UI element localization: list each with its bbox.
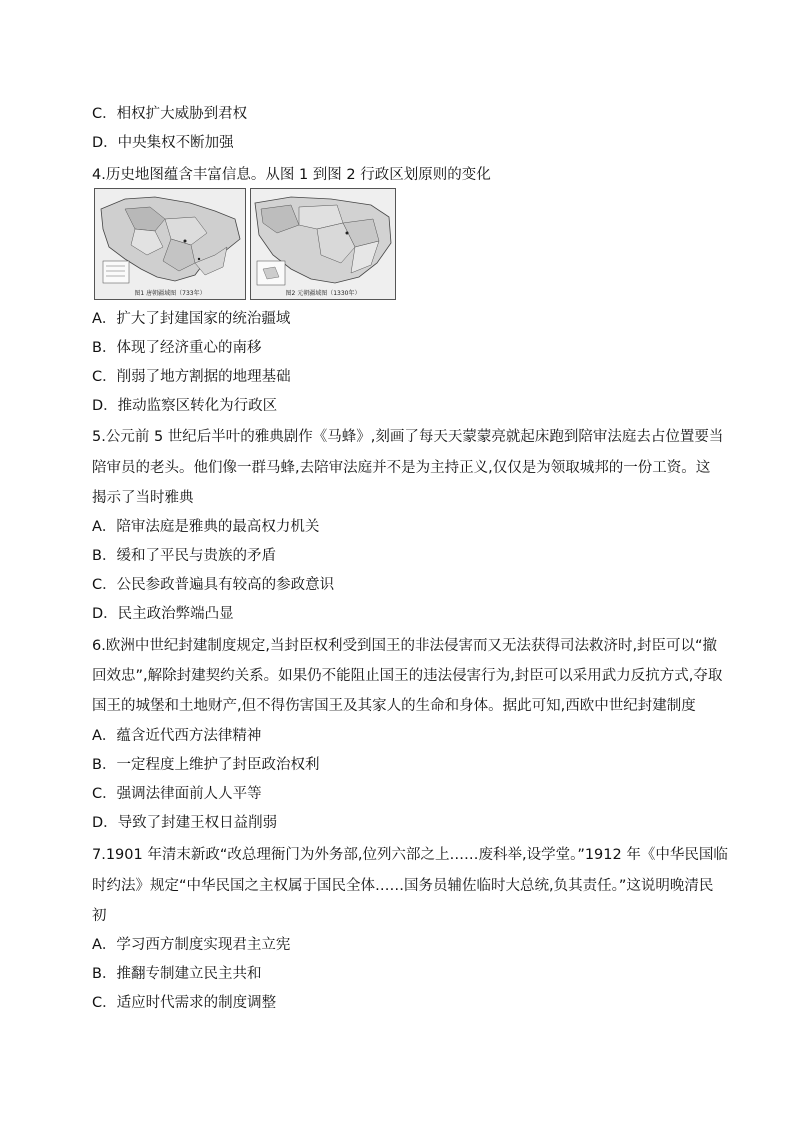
q4-maps bbox=[94, 188, 394, 298]
map-figure-2 bbox=[250, 188, 396, 300]
q7-stem-line-3: 初 bbox=[92, 908, 107, 924]
q6-stem-line-1: 6.欧洲中世纪封建制度规定,当封臣权利受到国王的非法侵害而又无法获得司法救济时,封臣可以“撤 bbox=[92, 638, 718, 654]
q6-option-a: A．蕴含近代西方法律精神 bbox=[92, 728, 262, 744]
q5-stem-line-1: 5.公元前 5 世纪后半叶的雅典剧作《马蜂》,刻画了每天天蒙蒙亮就起床跑到陪审法庭去占位置要当 bbox=[92, 429, 724, 445]
map-2-drawing bbox=[251, 189, 395, 299]
q5-option-c: C．公民参政普遍具有较高的参政意识 bbox=[92, 577, 335, 593]
map-2-caption: 图2 元朝疆域图（1330年） bbox=[285, 290, 361, 297]
map-figure-1 bbox=[94, 188, 246, 300]
q6-option-c: C．强调法律面前人人平等 bbox=[92, 786, 262, 802]
q7-stem-line-2: 时约法》规定“中华民国之主权属于国民全体……国务员辅佐临时大总统,负其责任。”这说明晚清民 bbox=[92, 878, 714, 894]
q5-stem-line-2: 陪审员的老头。他们像一群马蜂,去陪审法庭并不是为主持正义,仅仅是为领取城邦的一份工资。这 bbox=[92, 460, 711, 476]
q5-option-d: D．民主政治弊端凸显 bbox=[92, 606, 234, 622]
q4-option-d: D．推动监察区转化为行政区 bbox=[92, 398, 278, 414]
q5-option-b: B．缓和了平民与贵族的矛盾 bbox=[92, 548, 276, 564]
q3-option-d: D．中央集权不断加强 bbox=[92, 135, 234, 151]
q7-option-a: A．学习西方制度实现君主立宪 bbox=[92, 937, 291, 953]
map-1-drawing bbox=[95, 189, 245, 299]
q4-option-b: B．体现了经济重心的南移 bbox=[92, 340, 262, 356]
q7-stem-line-1: 7.1901 年清末新政“改总理衙门为外务部,位列六部之上……废科举,设学堂。”1912 年《中华民国临 bbox=[92, 847, 728, 863]
q3-option-c: C．相权扩大威胁到君权 bbox=[92, 106, 248, 122]
q4-option-c: C．削弱了地方割据的地理基础 bbox=[92, 369, 291, 385]
q7-option-c: C．适应时代需求的制度调整 bbox=[92, 995, 277, 1011]
q6-option-d: D．导致了封建王权日益削弱 bbox=[92, 815, 278, 831]
q6-option-b: B．一定程度上维护了封臣政治权利 bbox=[92, 757, 320, 773]
q6-stem-line-2: 回效忠”,解除封建契约关系。如果仍不能阻止国王的违法侵害行为,封臣可以采用武力反抗方式,夺取 bbox=[92, 668, 723, 684]
q5-stem-line-3: 揭示了当时雅典 bbox=[92, 490, 194, 506]
q6-stem-line-3: 国王的城堡和土地财产,但不得伤害国王及其家人的生命和身体。据此可知,西欧中世纪封建制度 bbox=[92, 698, 696, 714]
q4-stem: 4.历史地图蕴含丰富信息。从图 1 到图 2 行政区划原则的变化 bbox=[92, 167, 491, 183]
q7-option-b: B．推翻专制建立民主共和 bbox=[92, 966, 262, 982]
q4-option-a: A．扩大了封建国家的统治疆域 bbox=[92, 311, 291, 327]
map-1-caption: 图1 唐朝疆域图（733年） bbox=[134, 290, 206, 297]
q5-option-a: A．陪审法庭是雅典的最高权力机关 bbox=[92, 519, 320, 535]
